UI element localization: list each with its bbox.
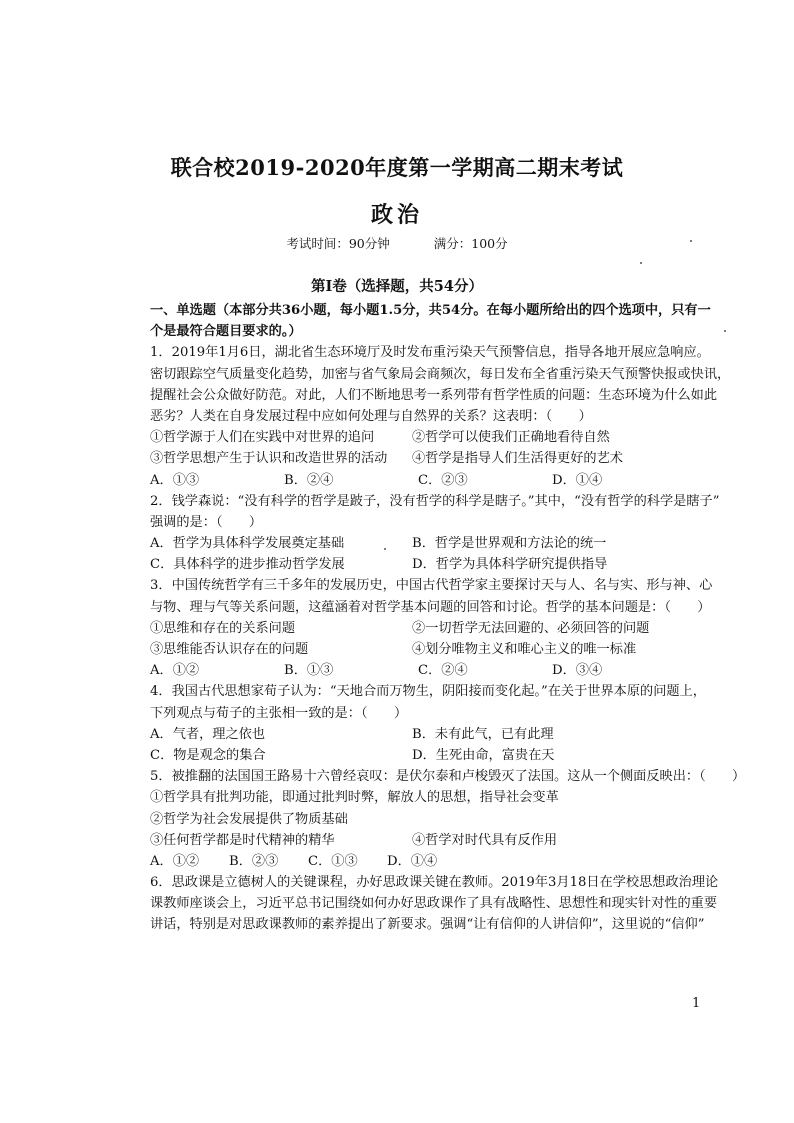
- q1-statement-2: ②哲学可以使我们正确地看待自然: [412, 430, 610, 446]
- q2-options: [150, 554, 750, 575]
- q2-options: [150, 533, 750, 554]
- q3-option-b: B．①③: [284, 663, 334, 679]
- q3-statement-4: ④划分唯物主义和唯心主义的唯一标准: [412, 642, 637, 657]
- q5-option-d: D．①④: [387, 853, 438, 869]
- exam-title: 联合校2019-2020年度第一学期高二期末考试: [170, 155, 624, 180]
- q5-stem: 5．被推翻的法国国王路易十六曾经哀叹：是伏尔泰和卢梭毁灭了法国。这从一个侧面反映出：（ ）: [150, 769, 746, 785]
- q3-stem: 3．中国传统哲学有三千多年的发展历史，中国古代哲学家主要探讨天与人、名与实、形与神、心: [150, 578, 713, 594]
- question-body: [150, 300, 750, 936]
- q2-stem: 2．钱学森说：“没有科学的哲学是跛子，没有哲学的科学是瞎子。”其中，“没有哲学的科学是瞎子”: [150, 493, 720, 509]
- q4-option-a: A．气者，理之依也: [150, 726, 266, 742]
- q1-statement-1: ①哲学源于人们在实践中对世界的追问: [150, 430, 375, 446]
- scan-speck: [640, 262, 642, 264]
- q2-stem: 强调的是：（ ）: [150, 514, 263, 530]
- q2-option-b: B．哲学是世界观和方法论的统一: [412, 536, 607, 552]
- q3-options: [150, 660, 750, 681]
- scan-speck: [384, 548, 386, 550]
- q1-option-a: A．①③: [150, 472, 200, 488]
- section-title: 第Ⅰ卷（选择题，共54分）: [311, 278, 483, 295]
- q5-statement-2: ②哲学为社会发展提供了物质基础: [150, 811, 348, 827]
- q1-stem: 恶劣？人类在自身发展过程中应如何处理与自然界的关系？这表明：（ ）: [150, 408, 592, 424]
- scan-speck: [724, 330, 726, 332]
- q3-statements: [150, 639, 750, 660]
- q1-statements: [150, 427, 750, 448]
- section-instructions: 一、单选题（本部分共36小题，每小题1.5分，共54分。在每小题所给出的四个选项中，只有一: [150, 303, 711, 318]
- q4-options: [150, 745, 750, 766]
- q5-statements: [150, 830, 750, 851]
- q6-stem: 6．思政课是立德树人的关键课程，办好思政课关键在教师。2019年3月18日在学校思想政治理论: [150, 875, 719, 891]
- q5-statement-4: ④哲学对时代具有反作用: [412, 832, 558, 848]
- q1-option-d: D．①④: [552, 472, 603, 488]
- q4-option-c: C．物是观念的集合: [150, 747, 266, 763]
- q3-statements: [150, 618, 750, 639]
- section-instructions-cont: 个是最符合题目要求的。）: [150, 324, 302, 340]
- q5-option-a: A．①②: [150, 853, 200, 869]
- scan-speck: [690, 240, 692, 242]
- subject-title: 政治: [370, 202, 423, 228]
- q4-option-b: B．未有此气，已有此理: [412, 726, 554, 742]
- q6-stem: 课教师座谈会上，习近平总书记围绕如何办好思政课作了具有战略性、思想性和现实针对性的重要: [150, 896, 718, 912]
- q5-statement-3: ③任何哲学都是时代精神的精华: [150, 832, 335, 848]
- q5-option-b: B．②③: [229, 853, 279, 869]
- q3-stem: 与物、理与气等关系问题，这蕴涵着对哲学基本问题的回答和讨论。哲学的基本问题是：（ ）: [150, 599, 711, 615]
- q2-option-c: C．具体科学的进步推动哲学发展: [150, 557, 345, 573]
- q3-option-d: D．③④: [552, 663, 603, 679]
- q3-option-a: A．①②: [150, 663, 200, 679]
- q1-stem: 密切跟踪空气质量变化趋势，加密与省气象局会商频次，每日发布全省重污染天气预警快报或快讯，: [150, 366, 731, 382]
- q1-option-c: C．②③: [418, 472, 468, 488]
- q1-statement-4: ④哲学是指导人们生活得更好的艺术: [412, 451, 623, 467]
- q3-statement-1: ①思维和存在的关系问题: [150, 620, 296, 636]
- q2-option-a: A．哲学为具体科学发展奠定基础: [150, 536, 345, 552]
- full-score: 满分：100分: [433, 236, 508, 251]
- q4-stem: 4．我国古代思想家荀子认为：“天地合而万物生，阴阳接而变化起。”在关于世界本原的问题上，: [150, 684, 706, 700]
- q6-stem: 讲话，特别是对思政课教师的素养提出了新要求。强调“让有信仰的人讲信仰”，这里说的“信仰”: [150, 917, 705, 933]
- q5-options: [150, 851, 750, 872]
- q1-stem: 提醒社会公众做好防范。对此，人们不断地思考一系列带有哲学性质的问题：生态环境为什么如此: [150, 387, 718, 403]
- q5-option-c: C．①③: [308, 853, 358, 869]
- exam-info: [0, 234, 794, 252]
- page-number: 1: [692, 996, 701, 1011]
- q1-statements: [150, 448, 750, 469]
- q3-statement-2: ②一切哲学无法回避的、必须回答的问题: [412, 620, 650, 636]
- q4-stem: 下列观点与荀子的主张相一致的是：（ ）: [150, 705, 408, 721]
- q5-statement-1: ①哲学具有批判功能，即通过批判时弊，解放人的思想，指导社会变革: [150, 790, 559, 806]
- q1-statement-3: ③哲学思想产生于认识和改造世界的活动: [150, 451, 388, 467]
- q4-options: [150, 724, 750, 745]
- q2-option-d: D．哲学为具体科学研究提供指导: [412, 557, 608, 573]
- q3-statement-3: ③思维能否认识存在的问题: [150, 642, 309, 657]
- q4-option-d: D．生死由命，富贵在天: [412, 747, 555, 763]
- q1-options: [150, 470, 750, 491]
- q1-option-b: B．②④: [284, 472, 334, 488]
- q1-stem: 1．2019年1月6日，湖北省生态环境厅及时发布重污染天气预警信息，指导各地开展应急响应。: [150, 345, 710, 361]
- q3-option-c: C．②④: [418, 663, 468, 679]
- exam-time: 考试时间：90分钟: [286, 236, 390, 251]
